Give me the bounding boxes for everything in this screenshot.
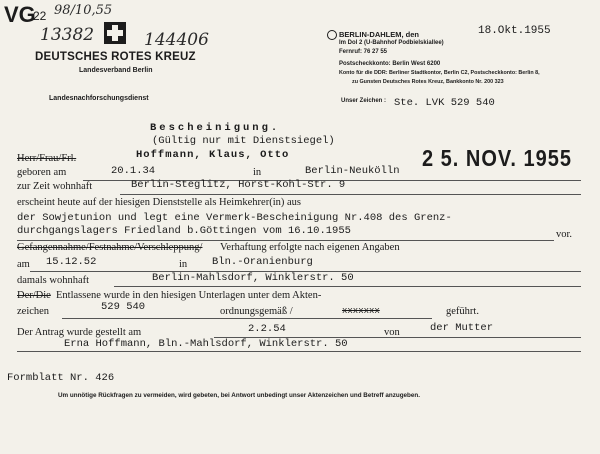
received-date-stamp: 2 5. NOV. 1955: [422, 146, 573, 172]
phone-icon: [327, 30, 337, 40]
address-line-1: BERLIN-DAHLEM, den: [339, 30, 419, 39]
text-heimkehrer: erscheint heute auf der hiesigen Dienststelle als Heimkehrer(in) aus: [17, 197, 301, 208]
application-date: 2.2.54: [248, 323, 286, 335]
text-ordnungsgemaess: ordnungsgemäß /: [220, 306, 293, 317]
label-von: von: [384, 327, 400, 338]
document-title: Bescheinigung.: [150, 122, 281, 134]
label-damals: damals wohnhaft: [17, 275, 90, 286]
handwritten-date: 98/10,55: [54, 3, 113, 18]
text-friedland: durchgangslagers Friedland b.Göttingen vom 16.10.1955: [17, 225, 351, 237]
document-subtitle: (Gültig nur mit Dienstsiegel): [152, 135, 335, 147]
footer-note: Um unnötige Rückfragen zu vermeiden, wird gebeten, bei Antwort unbedingt unser Aktenzeichen und Betreff anzugeben.: [58, 392, 420, 399]
birth-place: Berlin-Neukölln: [305, 165, 400, 177]
text-entlassene: Entlassene wurde in den hiesigen Unterlagen unter dem Akten-: [56, 290, 322, 301]
person-name: Hoffmann, Klaus, Otto: [136, 149, 290, 161]
red-cross-icon: [104, 22, 126, 44]
label-in: in: [253, 167, 262, 178]
applicant-relation: der Mutter: [430, 322, 494, 334]
label-herr-text: Herr/Frau/Frl.: [17, 153, 77, 164]
unser-zeichen-label: Unser Zeichen :: [341, 98, 387, 104]
text-vor: vor.: [556, 229, 573, 240]
label-in-2: in: [179, 259, 188, 270]
text-antrag: Der Antrag wurde gestellt am: [17, 327, 142, 338]
label-zeichen: zeichen: [17, 306, 50, 317]
birth-date: 20.1.34: [111, 165, 156, 177]
label-wohnhaft: zur Zeit wohnhaft: [17, 181, 93, 192]
arrest-date: 15.12.52: [46, 256, 97, 268]
stamp-number: 22: [33, 9, 47, 23]
handwritten-number-1: 13382: [40, 25, 95, 45]
text-struck-x-text: xxxxxxx: [342, 306, 380, 316]
address-line-6: zu Gunsten Deutsches Rotes Kreuz, Bankkonto Nr. 200 323: [352, 79, 504, 85]
text-der-die-struck: Der/Die: [17, 290, 51, 301]
label-herr: [17, 153, 76, 164]
label-geboren: geboren am: [17, 167, 67, 178]
org-sub: Landesverband Berlin: [79, 67, 153, 74]
arrest-place: Bln.-Oranienburg: [212, 256, 313, 268]
address-line-3: Fernruf: 76 27 55: [339, 49, 388, 55]
address-line-5: Konto für die DDR: Berliner Stadtkontor, Berlin C2, Postscheckkonto: Berlin 8,: [339, 70, 540, 76]
text-verhaftung: Verhaftung erfolgte nach eigenen Angaben: [220, 242, 400, 253]
address-line-4: Postscheckkonto: Berlin West 6200: [339, 61, 441, 67]
letter-date: 18.Okt.1955: [478, 25, 551, 37]
former-address: Berlin-Mahlsdorf, Winklerstr. 50: [152, 272, 354, 284]
form-number: Formblatt Nr. 426: [7, 372, 115, 384]
stamp-vg: VG: [4, 2, 36, 27]
handwritten-number-2: 144406: [144, 30, 209, 50]
reference-number: Ste. LVK 529 540: [394, 97, 495, 109]
org-dept: Landesnachforschungsdienst: [49, 95, 149, 102]
text-gefuehrt: geführt.: [446, 306, 479, 317]
org-name: DEUTSCHES ROTES KREUZ: [35, 51, 196, 63]
file-reference: 529 540: [101, 301, 146, 313]
text-der-die: [17, 290, 51, 301]
applicant-address: Erna Hoffmann, Bln.-Mahlsdorf, Winklerstr. 50: [64, 338, 348, 350]
text-sowjetunion: der Sowjetunion und legt eine Vermerk-Bescheinigung Nr.408 des Grenz-: [17, 212, 452, 224]
current-address: Berlin-Steglitz, Horst-Kohl-Str. 9: [131, 179, 346, 191]
address-line-2: Im Dol 2 (U-Bahnhof Podbielskiallee): [339, 40, 444, 46]
text-struck-x: [342, 306, 380, 316]
label-am: am: [17, 259, 30, 270]
text-verhaftung-struck: [17, 242, 202, 253]
text-verhaftung-struck-text: Gefangennahme/Festnahme/Verschleppung/: [17, 242, 203, 253]
